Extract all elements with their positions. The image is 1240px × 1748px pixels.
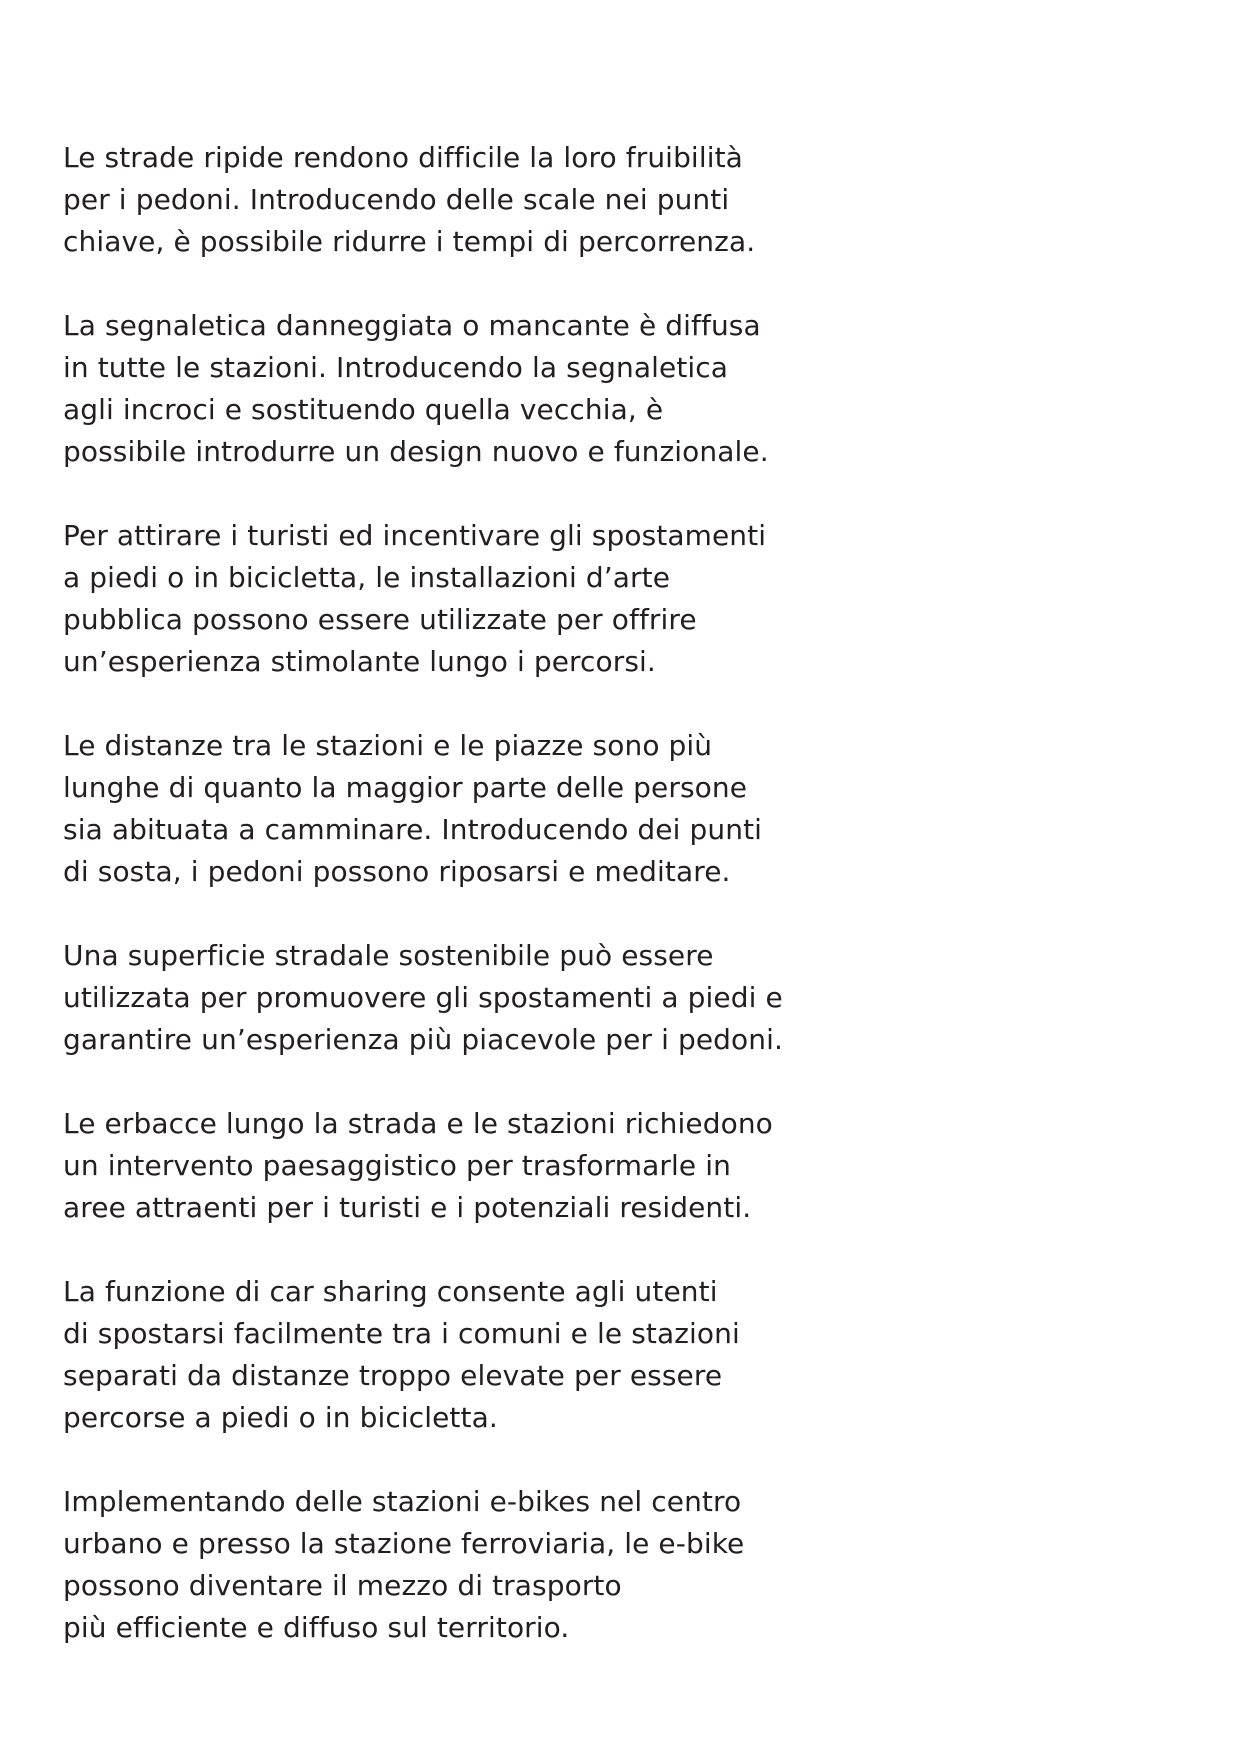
paragraph-e-bikes — [63, 1481, 744, 1649]
text-line: in tutte le stazioni. Introducendo la segnaletica — [63, 351, 729, 384]
text-line: di sosta, i pedoni possono riposarsi e meditare. — [63, 855, 731, 888]
text-line: La funzione di car sharing consente agli utenti — [63, 1275, 718, 1308]
text-line: per i pedoni. Introducendo delle scale nei punti — [63, 183, 730, 216]
text-line: Le erbacce lungo la strada e le stazioni richiedono — [63, 1107, 773, 1140]
paragraph-car-sharing — [63, 1271, 740, 1439]
text-line: un’esperienza stimolante lungo i percorsi. — [63, 645, 656, 678]
text-line: agli incroci e sostituendo quella vecchia, è — [63, 393, 664, 426]
text-line: Implementando delle stazioni e-bikes nel centro — [63, 1485, 742, 1518]
text-line: garantire un’esperienza più piacevole per i pedoni. — [63, 1023, 784, 1056]
text-line: percorse a piedi o in bicicletta. — [63, 1401, 498, 1434]
text-line: a piedi o in bicicletta, le installazioni d’arte — [63, 561, 671, 594]
text-line: sia abituata a camminare. Introducendo dei punti — [63, 813, 763, 846]
text-line: lunghe di quanto la maggior parte delle persone — [63, 771, 748, 804]
text-line: possono diventare il mezzo di trasporto — [63, 1569, 622, 1602]
text-line: più efficiente e diffuso sul territorio. — [63, 1611, 570, 1644]
paragraph-signage — [63, 305, 769, 473]
paragraph-rest-points — [63, 725, 762, 893]
text-line: possibile introdurre un design nuovo e funzionale. — [63, 435, 769, 468]
text-line: utilizzata per promuovere gli spostamenti a piedi e — [63, 981, 783, 1014]
text-line: Le distanze tra le stazioni e le piazze sono più — [63, 729, 713, 762]
text-line: La segnaletica danneggiata o mancante è diffusa — [63, 309, 761, 342]
text-line: pubblica possono essere utilizzate per offrire — [63, 603, 697, 636]
paragraph-road-surface — [63, 935, 783, 1061]
paragraph-public-art — [63, 515, 766, 683]
text-line: Una superficie stradale sostenibile può essere — [63, 939, 714, 972]
text-line: Per attirare i turisti ed incentivare gli spostamenti — [63, 519, 767, 552]
text-line: di spostarsi facilmente tra i comuni e le stazioni — [63, 1317, 740, 1350]
text-line: separati da distanze troppo elevate per essere — [63, 1359, 723, 1392]
paragraph-landscaping — [63, 1103, 773, 1229]
text-line: Le strade ripide rendono difficile la loro fruibilità — [63, 141, 743, 174]
text-line: aree attraenti per i turisti e i potenziali residenti. — [63, 1191, 752, 1224]
text-line: chiave, è possibile ridurre i tempi di percorrenza. — [63, 225, 756, 258]
paragraph-steep-streets — [63, 137, 755, 263]
text-line: urbano e presso la stazione ferroviaria, le e-bike — [63, 1527, 745, 1560]
text-line: un intervento paesaggistico per trasformarle in — [63, 1149, 731, 1182]
